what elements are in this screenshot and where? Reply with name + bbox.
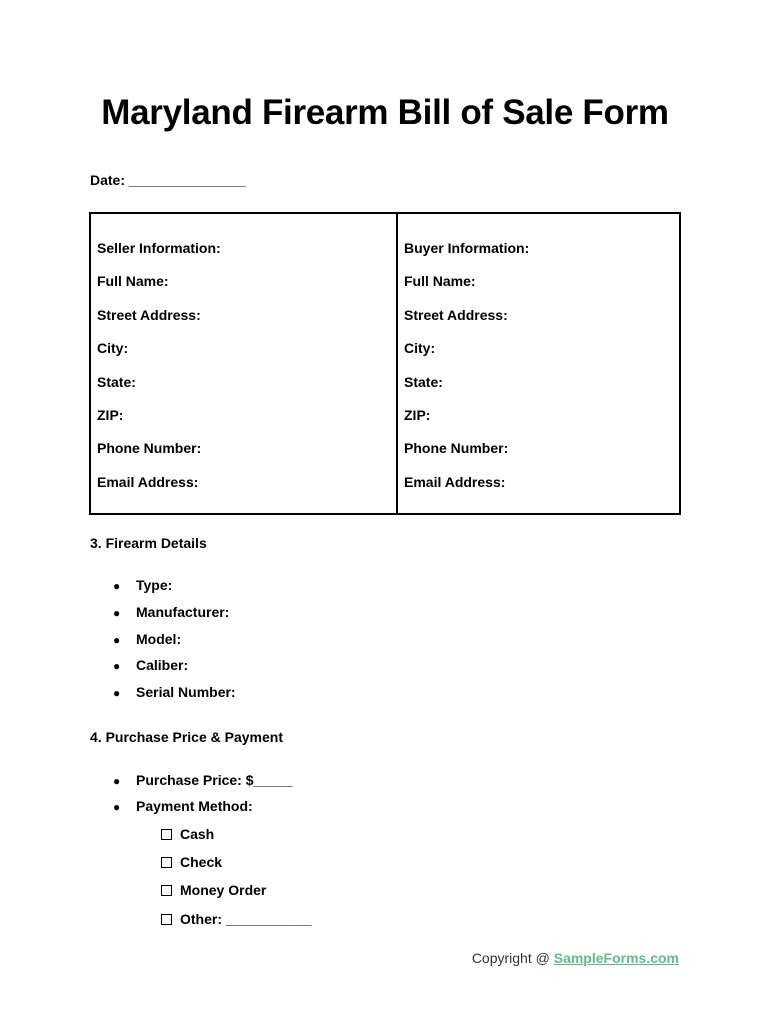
- payment-option-money-order[interactable]: [161, 882, 266, 898]
- payment-option-label: Other: ___________: [180, 911, 312, 927]
- payment-option-cash[interactable]: [161, 826, 214, 842]
- list-item: [113, 657, 188, 673]
- date-line: Date: _______________: [90, 172, 246, 188]
- buyer-state-label: State:: [404, 374, 443, 390]
- firearm-caliber-label: Caliber:: [136, 657, 189, 673]
- seller-street-address-label: Street Address:: [97, 307, 201, 323]
- seller-city-label: City:: [97, 340, 129, 356]
- bullet-icon: ●: [113, 606, 121, 620]
- buyer-phone-label: Phone Number:: [404, 440, 509, 456]
- bullet-icon: ●: [113, 774, 121, 788]
- seller-column: [91, 214, 396, 513]
- buyer-email-label: Email Address:: [404, 474, 506, 490]
- list-item: [113, 631, 181, 647]
- firearm-serial-label: Serial Number:: [136, 684, 236, 700]
- seller-heading: Seller Information:: [97, 240, 221, 256]
- checkbox-icon[interactable]: [161, 914, 172, 925]
- purchase-heading: 4. Purchase Price & Payment: [90, 729, 283, 745]
- seller-phone-label: Phone Number:: [97, 440, 202, 456]
- payment-option-check[interactable]: [161, 854, 222, 870]
- checkbox-icon[interactable]: [161, 857, 172, 868]
- copyright-footer: [472, 950, 679, 966]
- buyer-full-name-label: Full Name:: [404, 273, 476, 289]
- checkbox-icon[interactable]: [161, 885, 172, 896]
- firearm-manufacturer-label: Manufacturer:: [136, 604, 230, 620]
- payment-option-label: Check: [180, 854, 223, 870]
- list-item: [113, 798, 253, 814]
- form-title: Maryland Firearm Bill of Sale Form: [101, 93, 669, 132]
- bullet-icon: ●: [113, 579, 121, 593]
- list-item: [113, 684, 236, 700]
- buyer-street-address-label: Street Address:: [404, 307, 508, 323]
- sampleforms-link[interactable]: SampleForms.com: [553, 950, 679, 966]
- seller-email-label: Email Address:: [97, 474, 199, 490]
- list-item: [113, 577, 172, 593]
- seller-full-name-label: Full Name:: [97, 273, 169, 289]
- buyer-zip-label: ZIP:: [404, 407, 431, 423]
- party-info-table: [89, 212, 681, 515]
- payment-option-other[interactable]: [161, 911, 312, 927]
- buyer-city-label: City:: [404, 340, 436, 356]
- copyright-text: Copyright @: [471, 950, 554, 966]
- bullet-icon: ●: [113, 633, 121, 647]
- payment-method-label: Payment Method:: [136, 798, 253, 814]
- seller-state-label: State:: [97, 374, 136, 390]
- firearm-type-label: Type:: [136, 577, 173, 593]
- checkbox-icon[interactable]: [161, 829, 172, 840]
- buyer-column: [396, 214, 679, 513]
- purchase-price-label: Purchase Price: $_____: [136, 772, 293, 788]
- firearm-details-heading: 3. Firearm Details: [90, 535, 207, 551]
- bullet-icon: ●: [113, 800, 121, 814]
- list-item: [113, 772, 292, 788]
- seller-zip-label: ZIP:: [97, 407, 124, 423]
- payment-option-label: Money Order: [180, 882, 267, 898]
- firearm-model-label: Model:: [136, 631, 182, 647]
- list-item: [113, 604, 229, 620]
- buyer-heading: Buyer Information:: [404, 240, 530, 256]
- bullet-icon: ●: [113, 659, 121, 673]
- payment-option-label: Cash: [180, 826, 215, 842]
- bullet-icon: ●: [113, 686, 121, 700]
